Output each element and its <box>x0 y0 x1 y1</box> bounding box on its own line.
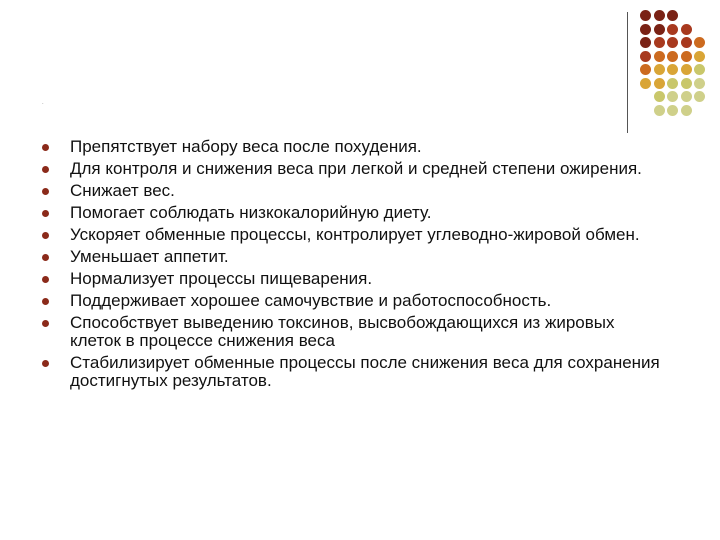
decorative-dot <box>654 37 665 48</box>
decorative-dot <box>654 10 665 21</box>
decorative-dot <box>640 37 651 48</box>
bullet-item <box>42 354 662 390</box>
bullet-text: Препятствует набору веса после похудения. <box>70 137 422 156</box>
decorative-dot <box>640 78 651 89</box>
decorative-dot <box>654 64 665 75</box>
bullet-dot-icon <box>42 232 49 239</box>
bullet-item <box>42 226 662 244</box>
bullet-text: Снижает вес. <box>70 181 175 200</box>
decorative-dot <box>694 91 705 102</box>
decorative-dot <box>694 64 705 75</box>
decorative-dot <box>694 51 705 62</box>
bullet-item <box>42 204 662 222</box>
decorative-dot <box>654 24 665 35</box>
bullet-text: Стабилизирует обменные процессы после снижения веса для сохранения достигнутых результатов. <box>70 353 660 390</box>
bullet-dot-icon <box>42 320 49 327</box>
bullet-item <box>42 292 662 310</box>
decorative-dot <box>640 64 651 75</box>
decorative-dot <box>681 78 692 89</box>
bullet-text: Уменьшает аппетит. <box>70 247 229 266</box>
bullet-dot-icon <box>42 188 49 195</box>
bullet-text: Способствует выведению токсинов, высвобождающихся из жировых клеток в процессе снижения веса <box>70 313 615 350</box>
decorative-dot <box>681 37 692 48</box>
decorative-dot <box>694 78 705 89</box>
decorative-dot-grid <box>640 10 720 120</box>
decorative-dot <box>654 78 665 89</box>
bullet-dot-icon <box>42 254 49 261</box>
decorative-dot <box>667 37 678 48</box>
bullet-item <box>42 314 662 350</box>
bullet-text: Нормализует процессы пищеварения. <box>70 269 373 288</box>
bullet-item <box>42 182 662 200</box>
decorative-dot <box>681 24 692 35</box>
bullet-item <box>42 138 662 156</box>
decorative-dot <box>667 78 678 89</box>
decorative-dot <box>667 64 678 75</box>
decorative-dot <box>640 24 651 35</box>
decorative-dot <box>681 105 692 116</box>
bullet-text: Ускоряет обменные процессы, контролирует углеводно-жировой обмен. <box>70 225 640 244</box>
decorative-dot <box>654 105 665 116</box>
bullet-dot-icon <box>42 144 49 151</box>
bullet-text: Для контроля и снижения веса при легкой и средней степени ожирения. <box>70 159 642 178</box>
decorative-dot <box>640 10 651 21</box>
decorative-dot <box>667 91 678 102</box>
decorative-dot <box>681 51 692 62</box>
bullet-item <box>42 248 662 266</box>
corner-mark: . <box>42 100 44 106</box>
decorative-dot <box>667 51 678 62</box>
bullet-item <box>42 270 662 288</box>
decorative-dot <box>667 24 678 35</box>
decorative-dot <box>667 10 678 21</box>
decorative-dot <box>640 51 651 62</box>
bullet-dot-icon <box>42 298 49 305</box>
bullet-dot-icon <box>42 276 49 283</box>
bullet-dot-icon <box>42 210 49 217</box>
decorative-dot <box>654 51 665 62</box>
decorative-dot <box>681 64 692 75</box>
decorative-dot <box>694 37 705 48</box>
decorative-dot <box>667 105 678 116</box>
decorative-dot <box>681 91 692 102</box>
bullet-dot-icon <box>42 166 49 173</box>
bullet-list <box>42 138 662 394</box>
bullet-text: Помогает соблюдать низкокалорийную диету. <box>70 203 432 222</box>
bullet-dot-icon <box>42 360 49 367</box>
decorative-vertical-line <box>627 12 628 133</box>
decorative-dot <box>654 91 665 102</box>
bullet-text: Поддерживает хорошее самочувствие и работоспособность. <box>70 291 552 310</box>
bullet-item <box>42 160 662 178</box>
